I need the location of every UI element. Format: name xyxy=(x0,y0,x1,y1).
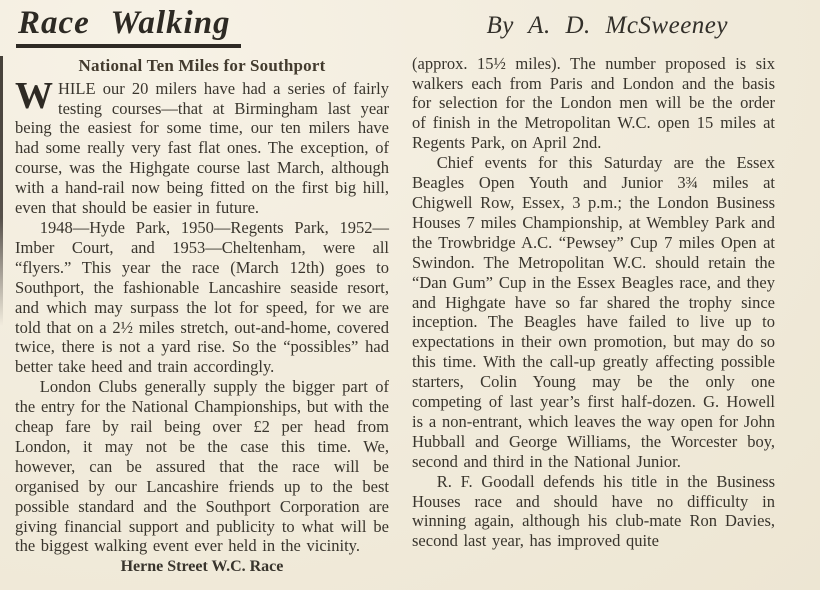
cutoff-partial-line: Herne Street W.C. Race xyxy=(120,558,284,576)
paragraph: R. F. Goodall defends his title in the Business Houses race and should have no difficulty in winning again, although his club-mate Ron Davies, second last year, has improved quite xyxy=(412,471,775,551)
paragraph: London Clubs generally supply the bigger part of the entry for the National Championships, but with the cheap fare by rail being over £2 per head from London, it may not be the case this time. We, however, can be assured that the race will be organised by our Lancashire friends up to the best possible standard and the Southport Corporation are giving financial support and publicity to what will be the biggest walking event ever held in the vicinity. xyxy=(15,377,389,556)
article-header xyxy=(0,0,820,48)
article-columns xyxy=(0,48,820,576)
drop-cap: W xyxy=(15,74,53,117)
article-title: Race Walking xyxy=(16,6,241,48)
paragraph: (approx. 15½ miles). The number proposed is six walkers each from Paris and London and the basis for selection for the London men will be the order of finish in the Metropolitan W.C. open 15 miles at Regents Park, on April 2nd. xyxy=(412,53,775,153)
left-column xyxy=(15,54,389,576)
right-column xyxy=(412,54,775,565)
paragraph-text: HILE our 20 milers have had a series of fairly testing courses—that at Birmingham last year being the easiest for some time, our ten milers have had some really very fast flat ones. The exception, of course, was the Highgate course last March, although with a hand-rail now being fitted on the first big hill, even that should be easier in future. xyxy=(15,78,389,218)
section-heading: National Ten Miles for Southport xyxy=(78,55,326,75)
paragraph: Chief events for this Saturday are the Essex Beagles Open Youth and Junior 3¾ miles at Chigwell Row, Essex, 3 p.m.; the London Business Houses 7 miles Championship, at Wembley Park and the Trowbridge A.C. “Pewsey” Cup 7 miles Open at Swindon. The Metropolitan W.C. should retain the “Dan Gum” Cup in the Essex Beagles race, and they and Highgate have so far shared the trophy since inception. The Beagles have failed to live up to expectations in their own promotion, but may do so this time. With the call-up greatly affecting possible starters, Colin Young may be the only one competing of last year’s first half-dozen. G. Howell is a non-entrant, which leaves the way open for John Hubball and George Williams, the Worcester boy, second and third in the National Junior. xyxy=(412,153,775,471)
paragraph: 1948—Hyde Park, 1950—Regents Park, 1952—Imber Court, and 1953—Cheltenham, were all “flyers.” This year the race (March 12th) goes to Southport, the fashionable Lancashire seaside resort, and which may surpass the lot for speed, for we are told that on a 2½ miles stretch, out-and-home, covered twice, there is not a yard rise. So the “possibles” had better take heed and train accordingly. xyxy=(15,217,389,377)
scan-edge-artifact xyxy=(0,56,3,326)
article-byline: By A. D. McSweeney xyxy=(486,12,728,39)
paragraph xyxy=(15,74,389,218)
